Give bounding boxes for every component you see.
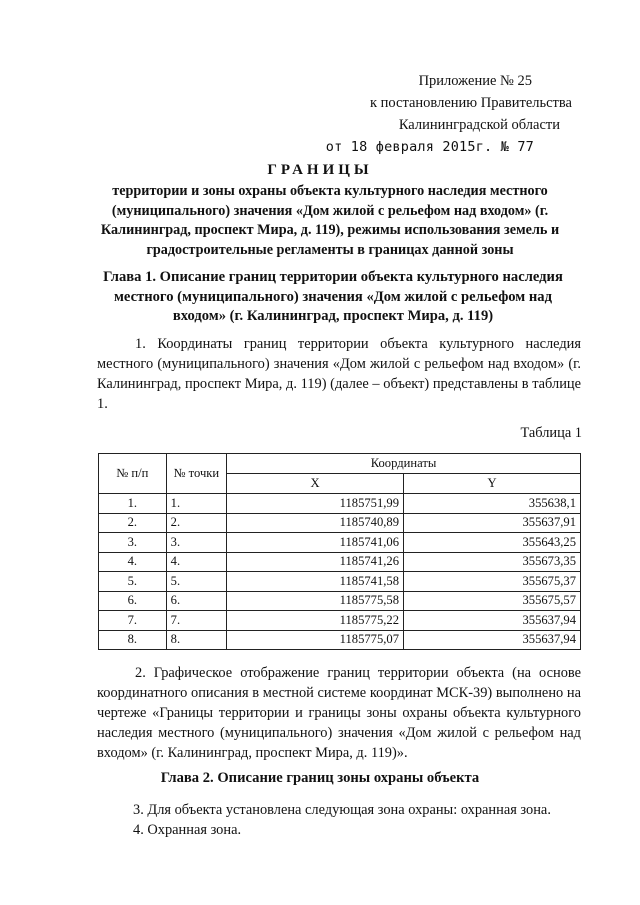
table-row — [99, 572, 581, 592]
paragraph-2-text: 2. Графическое отображение границ территории объекта (на основе координатного описания в местной системе координат МСК-39) выполнено на чертеже «Границы территории и границы зоны охраны объекта культурного наследия местного (муниципального) значения «Дом жилой с рельефом над входом» (г. Калининград, проспект Мира, д. 119)». — [97, 665, 581, 761]
cell-num: 7. — [99, 611, 167, 631]
chapter-2-heading: Глава 2. Описание границ зоны охраны объекта — [160, 770, 480, 786]
cell-point: 5. — [166, 572, 226, 592]
cell-num: 1. — [99, 494, 167, 514]
cell-y: 355638,1 — [404, 494, 581, 514]
cell-point: 2. — [166, 513, 226, 533]
cell-num: 4. — [99, 552, 167, 572]
cell-point: 3. — [166, 533, 226, 553]
header-point: № точки — [166, 454, 226, 494]
item-4: 4. Охранная зона. — [133, 822, 242, 838]
cell-y: 355643,25 — [404, 533, 581, 553]
table-row — [99, 552, 581, 572]
cell-x: 1185741,58 — [227, 572, 404, 592]
item-3: 3. Для объекта установлена следующая зона охраны: охранная зона. — [133, 802, 551, 818]
cell-x: 1185751,99 — [227, 494, 404, 514]
appendix-region: Калининградской области — [398, 117, 560, 133]
table-row — [99, 591, 581, 611]
cell-x: 1185741,06 — [227, 533, 404, 553]
table-row — [99, 513, 581, 533]
cell-x: 1185775,58 — [227, 591, 404, 611]
table-row — [99, 630, 581, 650]
appendix-resolution: к постановлению Правительства — [370, 95, 572, 111]
cell-y: 355675,37 — [404, 572, 581, 592]
cell-y: 355675,57 — [404, 591, 581, 611]
cell-point: 8. — [166, 630, 226, 650]
cell-y: 355637,94 — [404, 630, 581, 650]
cell-point: 1. — [166, 494, 226, 514]
cell-num: 3. — [99, 533, 167, 553]
cell-x: 1185775,07 — [227, 630, 404, 650]
cell-x: 1185740,89 — [227, 513, 404, 533]
appendix-number: Приложение № 25 — [418, 73, 532, 89]
table-caption: Таблица 1 — [520, 425, 582, 441]
cell-y: 355637,91 — [404, 513, 581, 533]
table-body — [99, 494, 581, 650]
document-subtitle: территории и зоны охраны объекта культурного наследия местного (муниципального) значения «Дом жилой с рельефом над входом» (г. Калининград, проспект Мира, д. 119), режимы использования земель и градостроительные регламенты в границах данной зоны — [100, 183, 560, 258]
paragraph-1 — [97, 334, 581, 414]
header-x: X — [227, 474, 404, 494]
table-row — [99, 611, 581, 631]
cell-y: 355637,94 — [404, 611, 581, 631]
header-num: № п/п — [99, 454, 167, 494]
chapter-1-heading: Глава 1. Описание границ территории объекта культурного наследия местного (муниципального) значения «Дом жилой с рельефом над входом» (г. Калининград, проспект Мира, д. 119) — [103, 269, 563, 324]
paragraph-1-text: 1. Координаты границ территории объекта культурного наследия местного (муниципального) значения «Дом жилой с рельефом над входом» (г. Калининград, проспект Мира, д. 119) (далее – объект) представлены в таблице 1. — [97, 336, 581, 412]
table-row — [99, 533, 581, 553]
cell-point: 4. — [166, 552, 226, 572]
cell-point: 6. — [166, 591, 226, 611]
cell-y: 355673,35 — [404, 552, 581, 572]
appendix-block — [312, 70, 572, 158]
header-y: Y — [404, 474, 581, 494]
cell-x: 1185775,22 — [227, 611, 404, 631]
table-header-row — [99, 454, 581, 474]
cell-num: 2. — [99, 513, 167, 533]
document-title: ГРАНИЦЫ — [267, 162, 373, 178]
paragraph-2 — [97, 663, 581, 763]
coordinates-table — [98, 453, 581, 650]
table-row — [99, 494, 581, 514]
cell-num: 6. — [99, 591, 167, 611]
appendix-date: от 18 февраля 2015г. № 77 — [325, 139, 534, 155]
cell-num: 5. — [99, 572, 167, 592]
cell-x: 1185741,26 — [227, 552, 404, 572]
header-coords: Координаты — [227, 454, 581, 474]
cell-point: 7. — [166, 611, 226, 631]
cell-num: 8. — [99, 630, 167, 650]
